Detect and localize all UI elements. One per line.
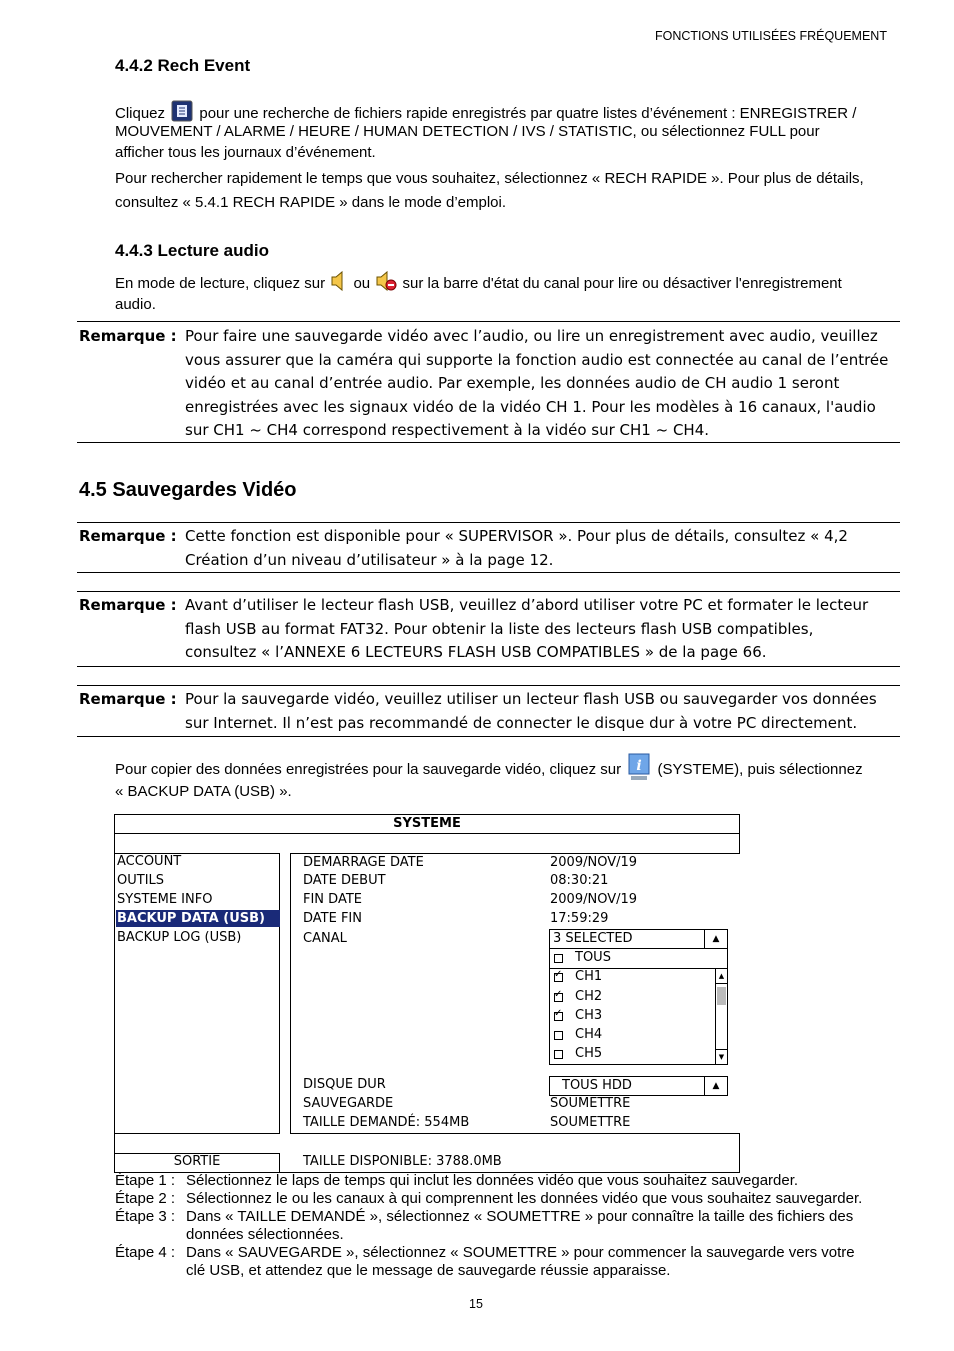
note-line: Cette fonction est disponible pour « SUPERVISOR ». Pour plus de détails, consultez « 4,2 — [185, 527, 848, 545]
channel-select-value: 3 SELECTED — [553, 931, 633, 946]
label: CANAL — [303, 931, 347, 946]
text: En mode de lecture, cliquez sur — [115, 274, 326, 292]
divider — [77, 736, 900, 737]
paragraph-line: afficher tous les journaux d’événement. — [115, 144, 376, 161]
note-label: Remarque : — [79, 327, 177, 345]
note-4 — [185, 688, 877, 735]
text: sur la barre d'état du canal pour lire ou désactiver l'enregistrement — [402, 274, 842, 292]
channel-label: TOUS — [575, 950, 611, 965]
note-line: Pour la sauvegarde vidéo, veuillez utiliser un lecteur flash USB ou sauvegarder vos données — [185, 690, 877, 708]
checkbox-tous[interactable] — [554, 954, 563, 963]
start-time-value[interactable]: 08:30:21 — [550, 873, 609, 888]
menu-item-backup-data[interactable]: BACKUP DATA (USB) — [116, 910, 280, 927]
label: DATE FIN — [303, 911, 362, 926]
label: TAILLE DEMANDÉ: 554MB — [303, 1115, 470, 1130]
step-text: clé USB, et attendez que le message de sauvegarde réussie apparaisse. — [186, 1262, 671, 1279]
channel-label: CH1 — [575, 969, 603, 984]
channel-select[interactable] — [549, 929, 728, 949]
page-number: 15 — [469, 1297, 483, 1311]
note-line: flash USB au format FAT32. Pour obtenir la liste des lecteurs flash USB compatibles, — [185, 619, 814, 638]
scroll-up-icon[interactable]: ▲ — [716, 969, 727, 984]
divider — [77, 522, 900, 523]
checkbox-ch4[interactable] — [554, 1031, 563, 1040]
chevron-up-icon[interactable]: ▲ — [704, 930, 727, 948]
paragraph-line: consultez « 5.4.1 RECH RAPIDE » dans le mode d’emploi. — [115, 194, 507, 211]
exit-button[interactable]: SORTIE — [114, 1153, 280, 1173]
divider — [77, 666, 900, 667]
note-label: Remarque : — [79, 690, 177, 708]
screen-title: SYSTEME — [114, 814, 740, 834]
divider — [77, 442, 900, 443]
note-line: enregistrées avec les signaux vidéo de la vidéo CH 1. Pour les modèles à 16 canaux, l'audio — [185, 397, 876, 416]
text: ou — [353, 274, 371, 292]
label: DEMARRAGE DATE — [303, 855, 424, 870]
paragraph-line: MOUVEMENT / ALARME / HEURE / HUMAN DETECTION / IVS / STATISTIC, ou sélectionnez FULL pour — [115, 123, 820, 140]
end-time-value[interactable]: 17:59:29 — [550, 911, 609, 926]
channel-label: CH4 — [575, 1027, 603, 1042]
section-title-4-4-3: 4.4.3 Lecture audio — [115, 241, 269, 260]
note-line: sur Internet. Il n’est pas recommandé de connecter le disque dur à votre PC directement. — [185, 713, 858, 732]
step-text: Dans « TAILLE DEMANDÉ », sélectionnez « SOUMETTRE » pour connaître la taille des fichiers des — [186, 1208, 854, 1225]
end-date-value[interactable]: 2009/NOV/19 — [550, 892, 638, 907]
chevron-up-icon[interactable]: ▲ — [704, 1077, 727, 1095]
step-text: Sélectionnez le ou les canaux à qui comprennent les données vidéo que vous souhaitez sauvegarder. — [186, 1190, 863, 1207]
section-title-4-5: 4.5 Sauvegardes Vidéo — [79, 479, 297, 501]
step-label: Étape 3 : — [115, 1208, 176, 1225]
checkbox-ch2[interactable] — [554, 993, 563, 1002]
step-label: Étape 4 : — [115, 1244, 176, 1261]
available-size: TAILLE DISPONIBLE: 3788.0MB — [303, 1154, 502, 1169]
label: SAUVEGARDE — [303, 1096, 394, 1111]
paragraph-line: Pour rechercher rapidement le temps que vous souhaitez, sélectionnez « RECH RAPIDE ». Pour plus de détails, — [115, 170, 864, 187]
channel-label: CH2 — [575, 989, 603, 1004]
step-text: Dans « SAUVEGARDE », sélectionnez « SOUMETTRE » pour commencer la sauvegarde vers votre — [186, 1244, 855, 1261]
label: FIN DATE — [303, 892, 362, 907]
start-date-value[interactable]: 2009/NOV/19 — [550, 855, 638, 870]
paragraph-line: audio. — [115, 296, 156, 313]
checkbox-ch1[interactable] — [554, 973, 563, 982]
scroll-down-icon[interactable]: ▼ — [716, 1049, 727, 1064]
audio-off-icon[interactable] — [374, 269, 398, 299]
section-title-4-4-2: 4.4.2 Rech Event — [115, 56, 251, 75]
checkbox-ch3[interactable] — [554, 1012, 563, 1021]
divider — [77, 572, 900, 573]
running-header: FONCTIONS UTILISÉES FRÉQUEMENT — [655, 29, 887, 43]
divider — [77, 591, 900, 592]
size-submit-button[interactable]: SOUMETTRE — [550, 1115, 631, 1130]
svg-text:i: i — [636, 758, 642, 774]
note-line: Avant d’utiliser le lecteur flash USB, veuillez d’abord utiliser votre PC et formater le lecteur — [185, 596, 869, 614]
text: Pour copier des données enregistrées pour la sauvegarde vidéo, cliquez sur — [115, 760, 622, 778]
channel-label: CH3 — [575, 1008, 603, 1023]
backup-submit-button[interactable]: SOUMETTRE — [550, 1096, 631, 1111]
channel-scrollbar[interactable] — [715, 968, 728, 1065]
text: Cliquez — [115, 104, 166, 122]
scroll-thumb[interactable] — [717, 987, 726, 1005]
divider — [77, 685, 900, 686]
checkbox-ch5[interactable] — [554, 1050, 563, 1059]
label: DISQUE DUR — [303, 1077, 386, 1092]
hdd-select-value: TOUS HDD — [562, 1078, 632, 1093]
hdd-select[interactable] — [549, 1076, 728, 1096]
divider — [77, 321, 900, 322]
note-line: vous assurer que la caméra qui supporte la fonction audio est connectée au canal de l’entrée — [185, 350, 889, 369]
paragraph-line: « BACKUP DATA (USB) ». — [115, 783, 292, 800]
note-line: sur CH1 ~ CH4 correspond respectivement à la vidéo sur CH1 ~ CH4. — [185, 421, 710, 439]
step-text: Sélectionnez le laps de temps qui inclut les données vidéo que vous souhaitez sauvegarder. — [186, 1172, 799, 1189]
text: pour une recherche de fichiers rapide enregistrés par quatre listes d’événement : ENREGISTRER / — [199, 104, 857, 122]
note-label: Remarque : — [79, 596, 177, 614]
note-2 — [185, 525, 848, 572]
label: DATE DEBUT — [303, 873, 386, 888]
note-line: Pour faire une sauvegarde vidéo avec l’audio, ou lire un enregistrement avec audio, veuillez — [185, 327, 878, 345]
menu-item-backup-log[interactable]: BACKUP LOG (USB) — [117, 930, 242, 945]
menu-item-systeme-info[interactable]: SYSTEME INFO — [117, 892, 213, 907]
text: (SYSTEME), puis sélectionnez — [657, 760, 863, 778]
system-info-icon[interactable] — [627, 752, 651, 788]
step-text: données sélectionnées. — [186, 1226, 344, 1243]
note-line: consultez « l’ANNEXE 6 LECTEURS FLASH USB COMPATIBLES » de la page 66. — [185, 643, 767, 661]
note-3 — [185, 594, 868, 665]
note-1 — [185, 325, 888, 443]
note-line: vidéo et au canal d’entrée audio. Par exemple, les données audio de CH audio 1 seront — [185, 374, 840, 392]
step-label: Étape 2 : — [115, 1190, 176, 1207]
menu-item-account[interactable]: ACCOUNT — [117, 854, 182, 869]
channel-label: CH5 — [575, 1046, 603, 1061]
audio-on-icon[interactable] — [329, 269, 349, 299]
step-label: Étape 1 : — [115, 1172, 176, 1189]
note-label: Remarque : — [79, 527, 177, 545]
note-line: Création d’un niveau d’utilisateur » à la page 12. — [185, 550, 554, 569]
paragraph-line — [115, 269, 842, 299]
menu-item-outils[interactable]: OUTILS — [117, 873, 165, 888]
